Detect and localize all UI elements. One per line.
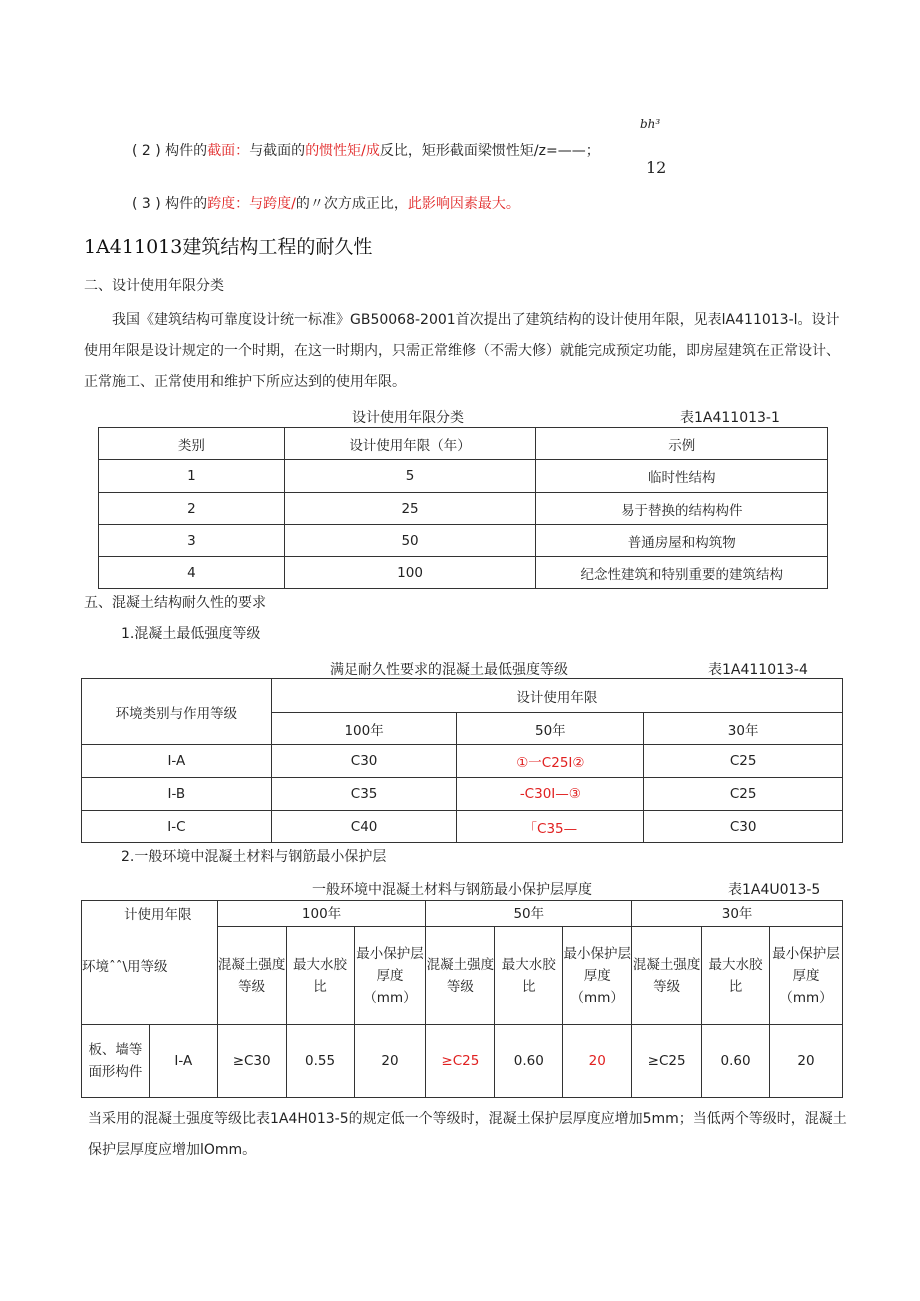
table-cell: 4 [99,557,285,589]
sub-header-cell: 最大水胶比 [286,927,354,1025]
table-cell: 5 [284,460,536,493]
table2-number: 表1A411013-4 [708,662,808,678]
table-cell-highlighted: 20 [563,1025,632,1098]
table-cell: 50 [284,525,536,557]
formula-line-2: ( 2 ) 构件的截面：与截面的的惯性矩/成反比，矩形截面梁惯性矩/z=——； [132,143,600,159]
formula-denominator: 12 [646,158,667,177]
table-cell-annotated: ①一C25I② [457,745,644,778]
cover-thickness-table [81,900,843,1098]
life-header-cell: 设计使用年限 [271,679,842,713]
table-cell: 25 [284,493,536,525]
year-header-cell: 50年 [457,713,644,745]
table-cell-annotated: 「C35— [457,811,644,843]
table1-caption: 设计使用年限分类 [352,410,464,426]
table-cell: I-C [82,811,272,843]
formula-line-3: ( 3 ) 构件的跨度：与跨度/的〃次方成正比，此影响因素最大。 [132,196,520,212]
table-cell: C25 [644,778,843,811]
table-cell: ≥C30 [217,1025,286,1098]
table-cell: 2 [99,493,285,525]
table-cell: C40 [271,811,457,843]
header-cell: 类别 [99,428,285,460]
min-strength-table [81,678,843,843]
table-cell: 易于替换的结构构件 [536,493,828,525]
sub-header-cell: 最大水胶比 [495,927,563,1025]
member-cell: 板、墙等面形构件 [82,1025,150,1098]
table-cell: 0.55 [286,1025,354,1098]
table-cell: 临时性结构 [536,460,828,493]
table3-caption: 一般环境中混凝土材料与钢筋最小保护层厚度 [312,882,592,898]
item-min-strength: 1.混凝土最低强度等级 [121,626,261,642]
table-cell: 20 [769,1025,842,1098]
table-cell: ≥C25 [632,1025,702,1098]
table-cell: 0.60 [702,1025,770,1098]
table1-number: 表1A411013-1 [680,410,780,426]
formula-numerator: bh³ [640,117,661,131]
sub-header-cell: 混凝土强度等级 [426,927,495,1025]
table-cell: C30 [271,745,457,778]
sub-header-cell: 最大水胶比 [702,927,770,1025]
table-cell: 100 [284,557,536,589]
table-cell: 20 [354,1025,426,1098]
table-cell: 0.60 [495,1025,563,1098]
year-header-cell: 30年 [632,901,843,927]
design-life-table [98,427,828,589]
table-cell: 纪念性建筑和特别重要的建筑结构 [536,557,828,589]
header-cell: 设计使用年限（年） [284,428,536,460]
table-cell: C25 [644,745,843,778]
env-cell: I-A [149,1025,217,1098]
table-cell: 普通房屋和构筑物 [536,525,828,557]
sub-header-cell: 混凝土强度等级 [632,927,702,1025]
table-cell: C30 [644,811,843,843]
year-header-cell: 100年 [217,901,426,927]
corner-header-cell [82,901,218,1025]
sub-header-cell: 最小保护层厚度（mm） [354,927,426,1025]
sub-header-cell: 最小保护层厚度（mm） [563,927,632,1025]
corner-top-label: 计使用年限 [124,907,192,923]
table-cell-annotated: -C30I—③ [457,778,644,811]
table-cell: I-A [82,745,272,778]
year-header-cell: 100年 [271,713,457,745]
item-cover-thickness: 2.一般环境中混凝土材料与钢筋最小保护层 [121,849,387,865]
corner-bottom-label: 环境ˆˆ\用等级 [82,959,168,975]
year-header-cell: 50年 [426,901,632,927]
table-cell: 3 [99,525,285,557]
section-heading: 1A411013建筑结构工程的耐久性 [84,236,373,258]
year-header-cell: 30年 [644,713,843,745]
note-paragraph: 当采用的混凝土强度等级比表1A4H013-5的规定低一个等级时，混凝土保护层厚度应增加5mm；当低两个等级时，混凝土保护层厚度应增加lOmm。 [88,1111,847,1158]
table-cell: C35 [271,778,457,811]
subheading-durability: 五、混凝土结构耐久性的要求 [84,595,266,611]
table3-number: 表1A4U013-5 [728,882,821,898]
sub-header-cell: 最小保护层厚度（mm） [769,927,842,1025]
env-header-cell: 环境类别与作用等级 [82,679,272,745]
table-cell: I-B [82,778,272,811]
subheading-design-life: 二、设计使用年限分类 [84,278,224,294]
table2-caption: 满足耐久性要求的混凝土最低强度等级 [330,662,568,678]
header-cell: 示例 [536,428,828,460]
paragraph-design-life: 我国《建筑结构可靠度设计统一标准》GB50068-2001首次提出了建筑结构的设计使用年限，见表lA411013-l。设计使用年限是设计规定的一个时期，在这一时期内，只需正常维修（不需大修）就能完成预定功能，即房屋建筑在正常设计、正常施工、正常使用和维护下所应达到的使用年限。 [84,312,840,390]
table-cell-highlighted: ≥C25 [426,1025,495,1098]
table-cell: 1 [99,460,285,493]
sub-header-cell: 混凝土强度等级 [217,927,286,1025]
